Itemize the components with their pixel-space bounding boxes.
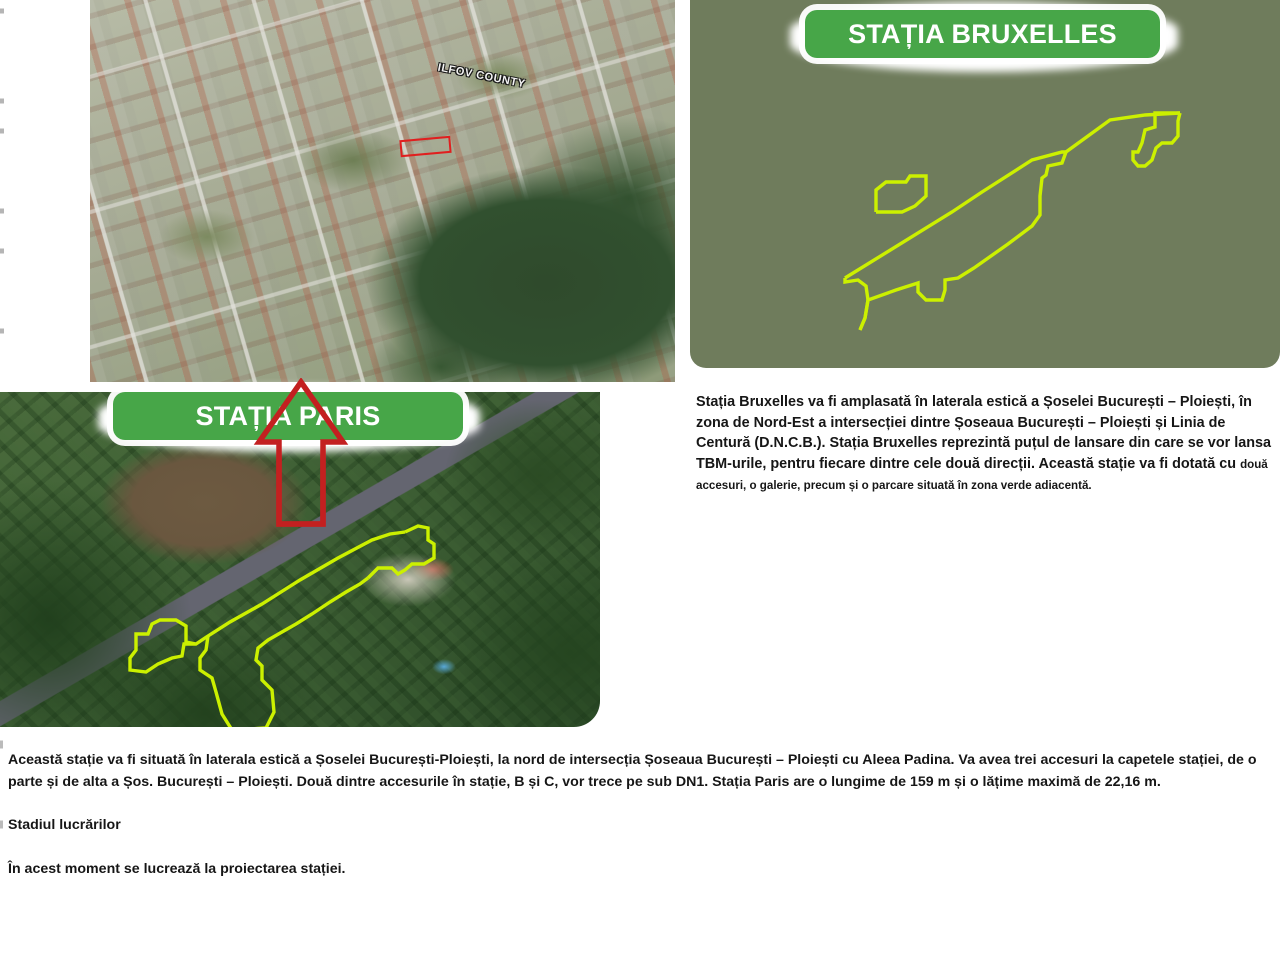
- status-body: În acest moment se lucrează la proiectarea stației.: [8, 860, 346, 877]
- paragraph-spacer: [8, 793, 1270, 815]
- bruxelles-description-text: [696, 392, 1272, 496]
- slide-left-edge-artifact: [0, 0, 4, 400]
- paragraph-spacer-2: [8, 837, 1270, 859]
- bruxelles-description-main: Stația Bruxelles va fi amplasată în laterala estică a Șoselei București – Ploiești, în zona de Nord-Est a intersecției dintre Șoseaua București – Ploiești și Linia de Centură (D.N.C.B.). Stația Bruxelles reprezintă puțul de lansare din care se vor lansa TBM-urile, pentru fiecare dintre cele două direcții. Această stație va fi dotată cu: [696, 394, 1272, 473]
- statia-paris-banner-label: STAȚIA PARIS: [195, 400, 381, 431]
- red-rectangle-site-marker: [399, 136, 451, 157]
- status-heading: Stadiul lucrărilor: [8, 817, 121, 834]
- paris-description-block: [8, 750, 1270, 880]
- paris-description-paragraph: Această stație va fi situată în laterala estică a Șoselei București-Ploiești, la nord de intersecția Șoseaua București – Ploiești cu Aleea Padina. Va avea trei accesuri la capetele stației, de o parte și de alta a Șos. București – Ploiești. Două dintre accesurile în stație, B și C, vor trece pe sub DN1. Stația Paris are o lungime de 159 m și o lățime maximă de 22,16 m.: [8, 752, 1257, 790]
- statia-bruxelles-banner-label: STAȚIA BRUXELLES: [848, 18, 1117, 49]
- slide-left-edge-artifact-lower: [0, 700, 3, 900]
- ilfov-county-map-label: ILFOV COUNTY: [436, 61, 527, 91]
- ilfov-overview-aerial: [90, 0, 675, 382]
- bruxelles-description-tail: două accesuri, o galerie, precum și o parcare situată în zona verde adiacentă.: [696, 458, 1268, 492]
- statia-bruxelles-banner: [805, 10, 1160, 58]
- bruxelles-description-paragraph: [696, 392, 1272, 496]
- red-up-arrow-over-banner: [251, 378, 351, 530]
